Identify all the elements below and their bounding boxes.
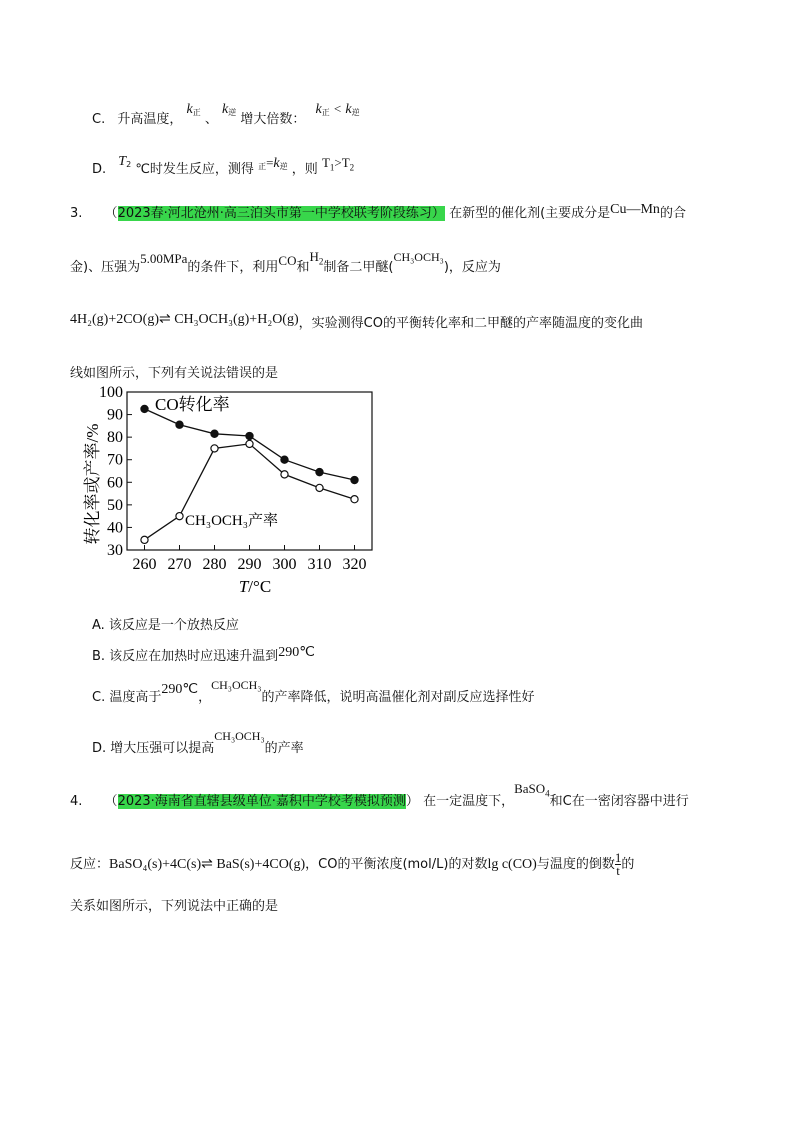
k-reverse: k逆 [222,102,237,117]
q3-option-b-text: B. 该反应在加热时应迅速升温到 [92,649,279,664]
q3-option-d-text: D. 增大压强可以提高 [92,741,215,756]
co-conversion-point [316,469,323,476]
q3-line2-e: )，反应为 [443,260,501,275]
co-conversion-point [351,476,358,483]
q3-line1-end: 的合 [659,206,686,221]
x-tick-label: 290 [237,556,262,573]
ether-yield-point [211,445,218,452]
y-tick-label: 40 [107,519,123,537]
q3-number: 3. [70,206,83,221]
q3-open-paren: （ [104,206,118,221]
x-tick-label: 320 [342,556,367,573]
q3-line4 [70,362,278,381]
q4-open-paren: （ [104,794,118,809]
q3-option-c [92,678,535,706]
q4-line2-d: 的 [621,857,635,872]
y-tick-label: 50 [107,496,123,514]
co-conversion-point [176,421,183,428]
x-tick-label: 300 [272,556,297,573]
q4-line1-end: 和C在一密闭容器中进行 [549,794,689,809]
q4-line2 [70,852,634,877]
x-tick-label: 310 [307,556,332,573]
co-conversion-point [246,432,253,439]
q4-equation: BaSO₄(s)+4C(s)⇌ BaS(s)+4CO(g) [109,857,306,872]
option-c-prefix: C. [92,112,106,127]
q4-source-highlight: 2023·海南省直辖县级单位·嘉积中学校考模拟预测 [117,794,406,809]
baso4-formula: BaSO$_4$ [514,781,550,799]
x-tick-label: 260 [132,556,157,573]
q3-option-c-text2: 的产率降低，说明高温催化剂对副反应选择性好 [261,690,535,705]
y-tick-label: 30 [107,542,123,559]
reciprocal-fraction: $\frac{1}{t}$ [614,850,622,878]
ether-yield-point [351,496,358,503]
q3-option-c-temp: 290℃ [161,682,199,697]
q3-option-a-text: A. 该反应是一个放热反应 [92,618,239,633]
ether-formula: CH₃OCH₃ [393,250,444,264]
option-c-text2: 增大倍数： [240,112,306,127]
y-axis-label: 转化率或产率/% [83,423,102,545]
q4-line3 [70,895,278,914]
option-c-text1: 升高温度， [117,112,183,127]
option-d-line [92,154,355,179]
q4-line1 [70,781,689,811]
conversion-yield-chart [70,380,390,598]
q3-option-d-text2: 的产率 [264,741,304,756]
co-conversion-point [211,430,218,437]
legend-co-conversion: CO转化率 [155,395,230,414]
q4-number: 4. [70,794,83,809]
temperature-relation: $T_1>T_2$ [321,155,355,173]
ether-yield-point [141,536,148,543]
co-conversion-point [281,456,288,463]
q4-close-paren: ） [405,794,419,809]
option-c-sep: 、 [204,112,218,127]
q4-line2-c: 与温度的倒数 [536,857,615,872]
option-d-prefix: D. [92,162,107,177]
q4-line2-a: 反应： [70,857,110,872]
y-tick-label: 70 [107,451,123,469]
q3-option-d-ether: CH₃OCH₃ [214,729,265,743]
x-axis-label: T/°C [238,577,272,596]
q3-line2-d: 制备二甲醚( [323,260,394,275]
x-tick-label: 280 [202,556,227,573]
k-compare: k正 < k逆 [315,101,360,117]
q3-line1-tail: 在新型的催化剂(主要成分是 [449,206,611,221]
h2-formula: $H_2$ [309,249,324,267]
ether-yield-point [246,440,253,447]
y-tick-label: 80 [107,429,123,447]
x-tick-label: 270 [167,556,192,573]
catalyst-formula: Cu—Mn [610,202,660,217]
y-tick-label: 90 [107,406,123,424]
y-tick-label: 100 [99,384,123,401]
ether-yield-point [281,471,288,478]
q3-option-d [92,729,304,756]
q3-line2 [70,249,501,277]
q3-option-b-temp: 290℃ [278,645,315,660]
q3-option-c-comma: ， [198,690,212,705]
option-d-text2: ，则 [291,162,318,177]
q4-line3-text: 关系如图所示，下列说法中正确的是 [70,899,279,914]
legend-ether-yield: CH₃OCH₃产率 [185,513,278,529]
ether-yield-point [176,513,183,520]
q3-equation: 4H₂(g)+2CO(g)⇌ CH₃OCH₃(g)+H₂O(g) [70,312,299,327]
q3-line1 [70,202,686,222]
q4-line2-b: ，CO的平衡浓度(mol/L)的对数 [305,857,488,872]
q3-line2-a: 金)、压强为 [70,260,141,275]
q3-line2-b: 的条件下，利用 [187,260,279,275]
k-equal: 正=k逆 [258,155,288,171]
ether-yield-point [316,484,323,491]
y-tick-label: 60 [107,474,123,492]
option-d-text1: ℃时发生反应，测得 [135,162,254,177]
q4-line1-tail: 在一定温度下， [423,794,515,809]
q3-option-c-text: C. 温度高于 [92,690,162,705]
q3-line2-c: 和 [296,260,310,275]
q4-log-expression: lg c(CO) [487,857,537,872]
k-forward: k正 [186,102,201,117]
q3-option-b [92,645,315,665]
q3-line3 [70,312,643,332]
co-conversion-point [141,405,148,412]
q3-line4-text: 线如图所示，下列有关说法错误的是 [70,366,279,381]
option-c-line [92,101,360,128]
temperature-t2: T2 [118,154,132,169]
co-formula: CO [278,253,297,268]
q3-option-c-ether: CH₃OCH₃ [211,678,262,692]
q3-option-a [92,614,239,633]
pressure-value: 5.00MPa [140,251,188,266]
q3-source-highlight: 2023春·河北沧州·高三泊头市第一中学校联考阶段练习） [117,206,445,221]
q3-line3-tail: ，实验测得CO的平衡转化率和二甲醚的产率随温度的变化曲 [298,316,643,331]
